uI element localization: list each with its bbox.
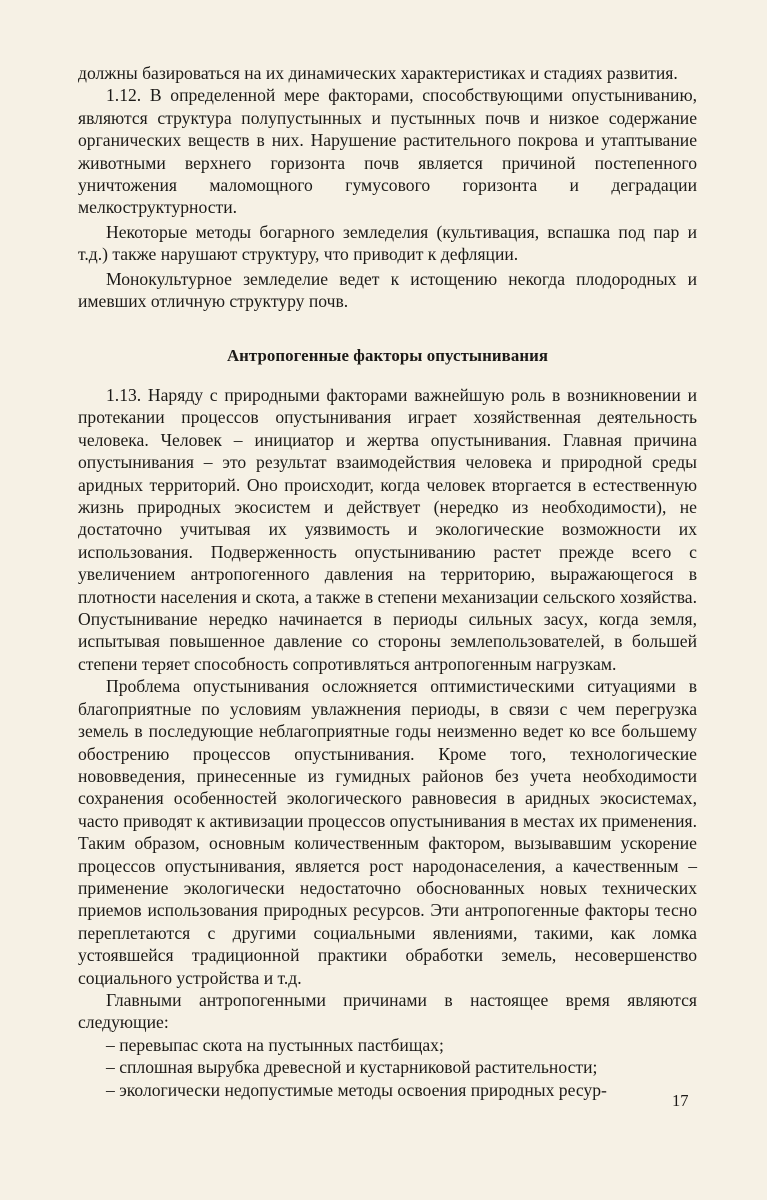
top-text-block <box>78 62 697 312</box>
paragraph-problem: Проблема опустынивания осложняется оптимистическими ситуациями в благоприятные по условиям увлажнения периоды, в связи с чем перегрузка земель в последующие неблагоприятные годы неизменно ведет ко все большему обострению процессов опустынивания. Кроме того, технологические нововведения, принесенные из гумидных районов без учета необходимости сохранения особенностей экологического равновесия в аридных экосистемах, часто приводят к активизации процессов опустынивания в местах их применения. Таким образом, основным количественным фактором, вызывавшим ускорение процессов опустынивания, является рост народонаселения, а качественным – применение экологически недостаточно обоснованных новых технических приемов использования природных ресурсов. Эти антропогенные факторы тесно переплетаются с другими социальными явлениями, такими, как ломка устоявшейся традиционной практики обработки земель, несовершенство социального устройства и т.д. <box>78 676 697 988</box>
paragraph-monoculture: Монокультурное земледелие ведет к истощению некогда плодородных и имевших отличную структуру почв. <box>78 268 697 312</box>
list-item: – экологически недопустимые методы освоения природных ресур- <box>106 1079 607 1100</box>
paragraph-1-12: 1.12. В определенной мере факторами, способствующими опустыниванию, являются структура полупустынных и пустынных почв и низкое содержание органических веществ в них. Нарушение растительного покрова и утаптывание животными верхнего горизонта почв является причиной постепенного уничтожения маломощного гумусового горизонта и деградации мелкоструктурности. <box>78 85 697 218</box>
paragraph-dryland-farming: Некоторые методы богарного земледелия (культивация, вспашка под пар и т.д.) также нарушают структуру, что приводит к дефляции. <box>78 221 697 265</box>
list-item: – перевыпас скота на пустынных пастбищах; <box>106 1034 444 1055</box>
list-item: – сплошная вырубка древесной и кустарниковой растительности; <box>106 1057 598 1078</box>
causes-list <box>78 1034 697 1101</box>
paragraph-1-13: 1.13. Наряду с природными факторами важнейшую роль в возникновении и протекании процессов опустынивания играет хозяйственная деятельность человека. Человек – инициатор и жертва опустынивания. Главная причина опустынивания – это результат взаимодействия человека и природной среды аридных территорий. Оно происходит, когда человек вторгается в естественную жизнь природных экосистем и действует (нередко из необходимости), не достаточно учитывая их уязвимость и экологические возможности их использования. Подверженность опустыниванию растет прежде всего с увеличением антропогенного давления на территорию, выражающегося в плотности населения и скота, а также в степени механизации сельского хозяйства. Опустынивание нередко начинается в периоды сильных засух, когда земля, испытывая повышенное давление со стороны землепользователей, в большей степени теряет способность сопротивляться антропогенным нагрузкам. <box>78 385 697 674</box>
bottom-text-block <box>78 384 697 1101</box>
paragraph-main-causes: Главными антропогенными причинами в настоящее время являются следующие: <box>78 989 697 1033</box>
paragraph-continuation: должны базироваться на их динамических характеристиках и стадиях развития. <box>78 63 678 83</box>
page-number: 17 <box>672 1091 689 1110</box>
section-heading: Антропогенные факторы опустынивания <box>226 346 549 365</box>
